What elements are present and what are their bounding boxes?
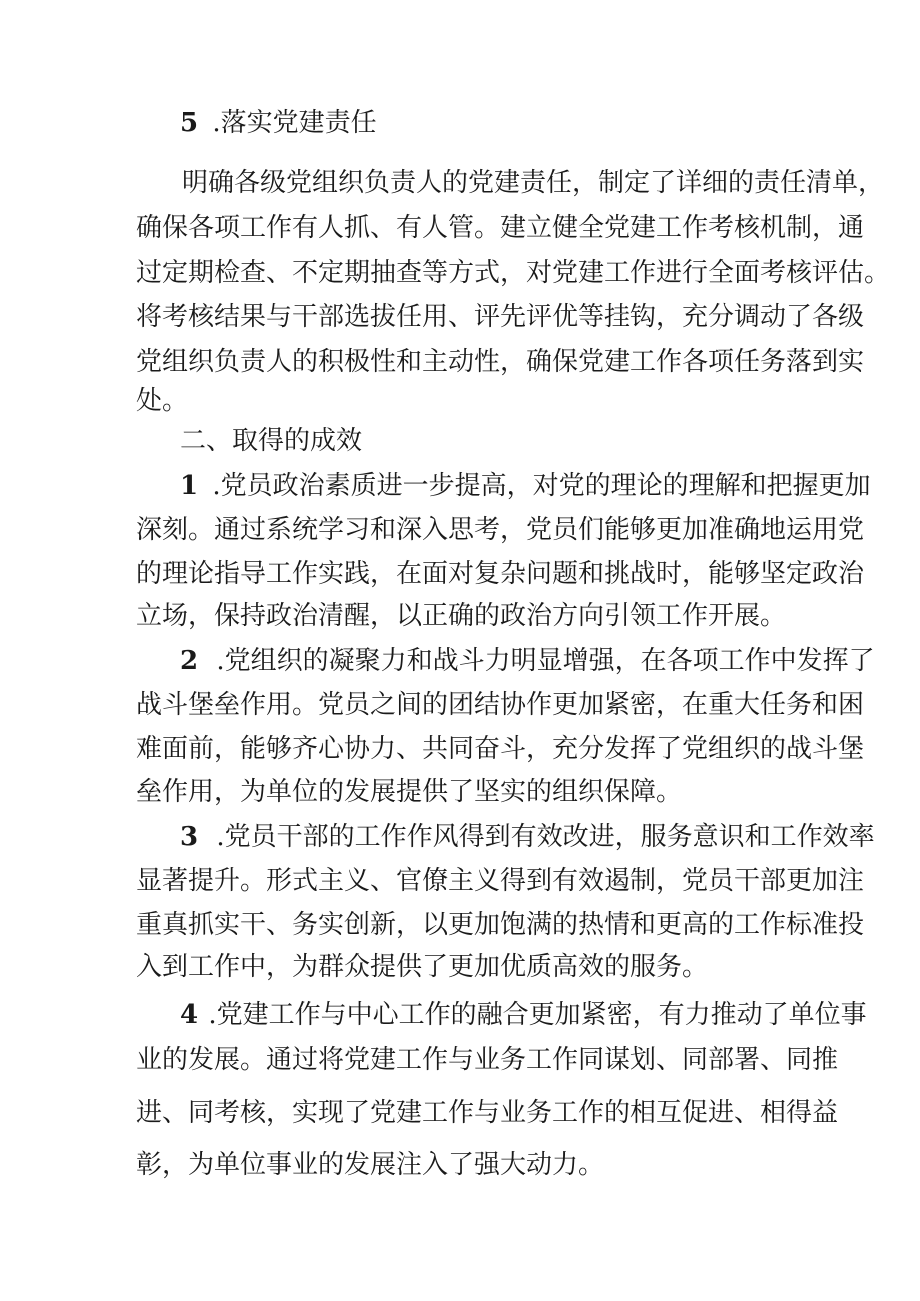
section-5-line: 明确各级党组织负责人的党建责任，制定了详细的责任清单，: [182, 168, 885, 198]
item-2-line: 垒作用，为单位的发展提供了坚实的组织保障。: [136, 777, 683, 807]
item-1-number: 1: [180, 471, 199, 501]
item-2-first-line: [180, 644, 875, 678]
item-4-line: 业的发展。通过将党建工作与业务工作同谋划、同部署、同推: [136, 1045, 839, 1075]
item-4-number: 4: [180, 1000, 199, 1030]
item-3-line: 重真抓实干、务实创新，以更加饱满的热情和更高的工作标准投: [136, 910, 865, 940]
item-3-line: 显著提升。形式主义、官僚主义得到有效遏制，党员干部更加注: [136, 866, 865, 896]
section-5-heading: [180, 106, 377, 140]
item-2-line: 难面前，能够齐心协力、共同奋斗，充分发挥了党组织的战斗堡: [136, 734, 865, 764]
item-1-line: 深刻。通过系统学习和深入思考，党员们能够更加准确地运用党: [136, 515, 865, 545]
item-1-line: 的理论指导工作实践，在面对复杂问题和挑战时，能够坚定政治: [136, 559, 865, 589]
item-2-text: .党组织的凝聚力和战斗力明显增强，在各项工作中发挥了: [216, 646, 875, 676]
item-4-line: 彰，为单位事业的发展注入了强大动力。: [136, 1150, 605, 1180]
item-3-line: 入到工作中，为群众提供了更加优质高效的服务。: [136, 952, 709, 982]
item-3-text: .党员干部的工作作风得到有效改进，服务意识和工作效率: [216, 822, 875, 852]
section-5-title: .落实党建责任: [212, 108, 377, 138]
item-2-line: 战斗堡垒作用。党员之间的团结协作更加紧密，在重大任务和困: [136, 690, 865, 720]
item-1-text: .党员政治素质进一步提高，对党的理论的理解和把握更加: [212, 471, 871, 501]
section-5-line: 确保各项工作有人抓、有人管。建立健全党建工作考核机制，通: [136, 213, 865, 243]
item-3-number: 3: [180, 822, 199, 852]
section-5-line: 处。: [136, 386, 189, 416]
item-4-line: 进、同考核，实现了党建工作与业务工作的相互促进、相得益: [136, 1098, 839, 1128]
item-4-first-line: [180, 998, 867, 1032]
item-3-first-line: [180, 820, 875, 854]
item-2-number: 2: [180, 646, 199, 676]
item-1-first-line: [180, 469, 871, 503]
section-5-number: 5: [180, 108, 199, 138]
section-5-line: 过定期检查、不定期抽查等方式，对党建工作进行全面考核评估。: [136, 258, 891, 288]
section-5-line: 党组织负责人的积极性和主动性，确保党建工作各项任务落到实: [136, 347, 865, 377]
item-4-text: .党建工作与中心工作的融合更加紧密，有力推动了单位事: [208, 1000, 867, 1030]
section-2-heading: 二、取得的成效: [180, 426, 363, 456]
section-5-line: 将考核结果与干部选拔任用、评先评优等挂钩，充分调动了各级: [136, 302, 865, 332]
item-1-line: 立场，保持政治清醒，以正确的政治方向引领工作开展。: [136, 601, 787, 631]
